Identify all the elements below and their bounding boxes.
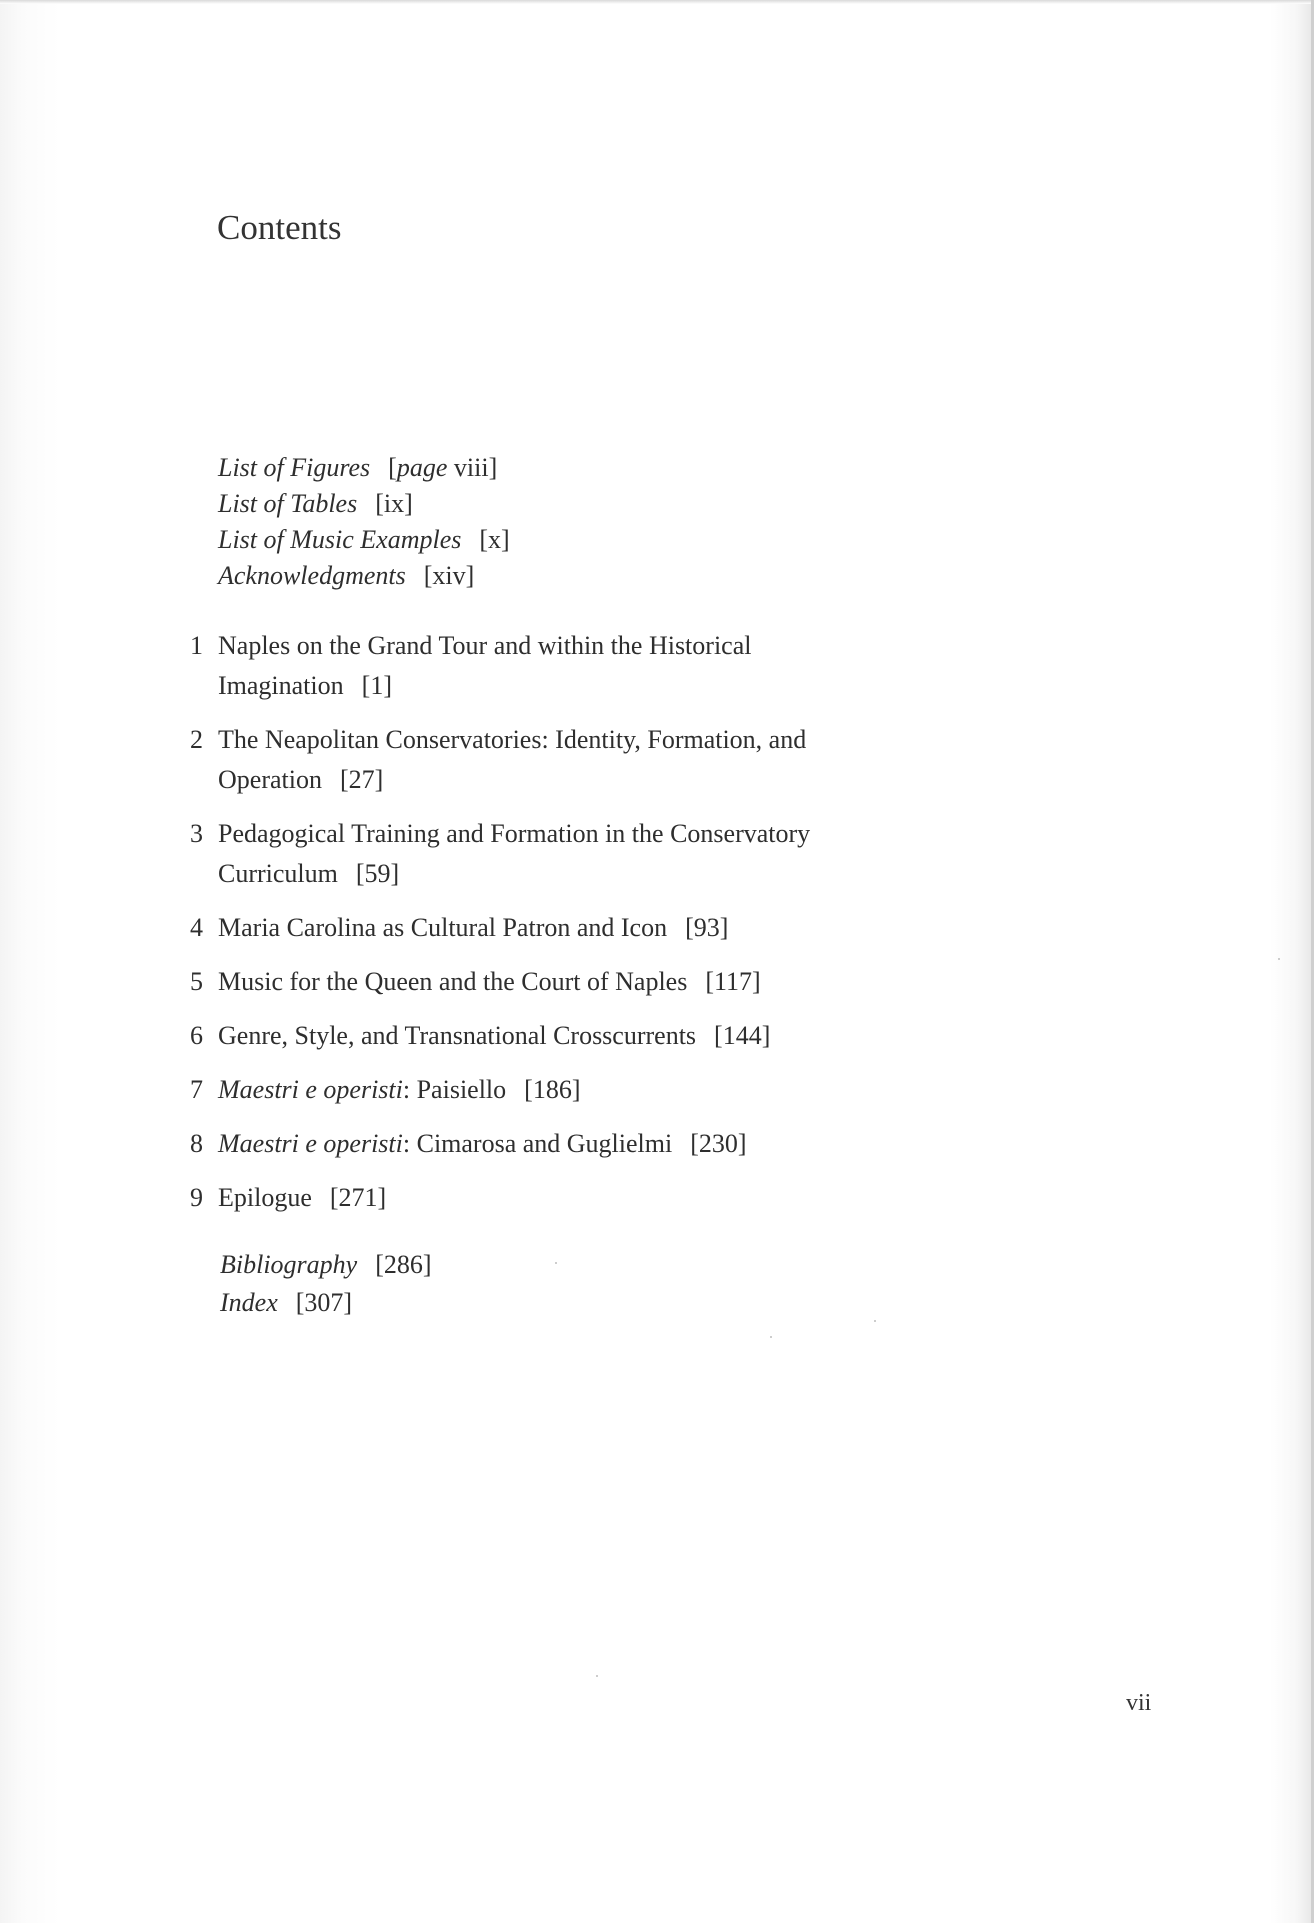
page-number: viii (453, 453, 489, 482)
chapter-entry: 9 Epilogue [271] (190, 1178, 930, 1218)
page-number: xiv (432, 561, 466, 590)
paper-speck (770, 1336, 772, 1338)
chapter-number: 9 (190, 1183, 203, 1212)
back-matter-label: Index (220, 1288, 278, 1317)
page-number: 1 (370, 671, 384, 700)
chapter-title: : Paisiello (402, 1075, 507, 1104)
paper-speck (874, 1320, 876, 1322)
chapter-entry: 8 Maestri e operisti: Cimarosa and Guglielmi [230] (190, 1124, 930, 1164)
chapter-title: Genre, Style, and Transnational Crosscurrents (218, 1021, 697, 1050)
chapter-number: 7 (190, 1075, 203, 1104)
front-matter-label: List of Tables (218, 489, 358, 518)
page-folio: vii (1126, 1690, 1152, 1716)
chapter-title-italic: Maestri e operisti (218, 1129, 403, 1158)
front-matter-label: List of Figures (218, 453, 371, 482)
back-matter-item: Bibliography [286] (220, 1250, 432, 1279)
page-number: 230 (698, 1129, 738, 1158)
front-matter-item: Acknowledgments [xiv] (218, 561, 475, 590)
chapter-title-continued: Operation (218, 765, 322, 794)
page-number: 27 (348, 765, 375, 794)
chapter-number: 2 (190, 725, 203, 754)
chapter-entry: 7 Maestri e operisti: Paisiello [186] (190, 1070, 930, 1110)
page-number: 307 (304, 1288, 344, 1317)
chapter-title: : Cimarosa and Guglielmi (402, 1129, 673, 1158)
chapter-number: 8 (190, 1129, 203, 1158)
chapter-title: Music for the Queen and the Court of Naples (218, 967, 688, 996)
paper-speck (596, 1675, 598, 1677)
front-matter-label: Acknowledgments (218, 561, 406, 590)
chapter-title: Pedagogical Training and Formation in the Conservatory (218, 819, 811, 848)
chapter-number: 1 (190, 631, 203, 660)
page-number: 286 (383, 1250, 423, 1279)
chapter-list (190, 626, 930, 1232)
page-number: 271 (338, 1183, 378, 1212)
back-matter-list (220, 1246, 432, 1322)
chapter-title-italic: Maestri e operisti (218, 1075, 403, 1104)
chapter-title: Naples on the Grand Tour and within the Historical (218, 631, 752, 660)
page-title: Contents (217, 208, 342, 247)
page-number: x (488, 525, 502, 554)
chapter-title-continued: Imagination (218, 671, 344, 700)
front-matter-item: List of Figures [page viii] (218, 453, 498, 482)
front-matter-label: List of Music Examples (218, 525, 462, 554)
back-matter-label: Bibliography (220, 1250, 358, 1279)
page-top-edge-shadow (0, 0, 1314, 4)
page-number: 117 (714, 967, 753, 996)
page-number: 186 (532, 1075, 572, 1104)
chapter-entry: 2 The Neapolitan Conservatories: Identity, Formation, and Operation [27] (190, 720, 930, 800)
front-matter-list (218, 450, 510, 594)
back-matter-item: Index [307] (220, 1288, 353, 1317)
front-matter-item: List of Tables [ix] (218, 489, 413, 518)
chapter-title: The Neapolitan Conservatories: Identity, Formation, and (218, 725, 807, 754)
page-number: ix (383, 489, 405, 518)
page-number: 93 (693, 913, 720, 942)
paper-speck (1278, 958, 1280, 960)
paper-speck (555, 1262, 557, 1264)
page-prefix: page (396, 453, 448, 482)
chapter-entry: 4 Maria Carolina as Cultural Patron and Icon [93] (190, 908, 930, 948)
chapter-number: 6 (190, 1021, 203, 1050)
chapter-title: Maria Carolina as Cultural Patron and Icon (218, 913, 668, 942)
chapter-number: 5 (190, 967, 203, 996)
page-number: 59 (364, 859, 391, 888)
page-number: 144 (722, 1021, 762, 1050)
chapter-title: Epilogue (218, 1183, 312, 1212)
chapter-entry: 6 Genre, Style, and Transnational Crosscurrents [144] (190, 1016, 930, 1056)
chapter-entry: 1 Naples on the Grand Tour and within the Historical Imagination [1] (190, 626, 930, 706)
chapter-number: 3 (190, 819, 203, 848)
front-matter-item: List of Music Examples [x] (218, 525, 510, 554)
chapter-number: 4 (190, 913, 203, 942)
chapter-entry: 5 Music for the Queen and the Court of Naples [117] (190, 962, 930, 1002)
chapter-title-continued: Curriculum (218, 859, 338, 888)
chapter-entry: 3 Pedagogical Training and Formation in the Conservatory Curriculum [59] (190, 814, 930, 894)
